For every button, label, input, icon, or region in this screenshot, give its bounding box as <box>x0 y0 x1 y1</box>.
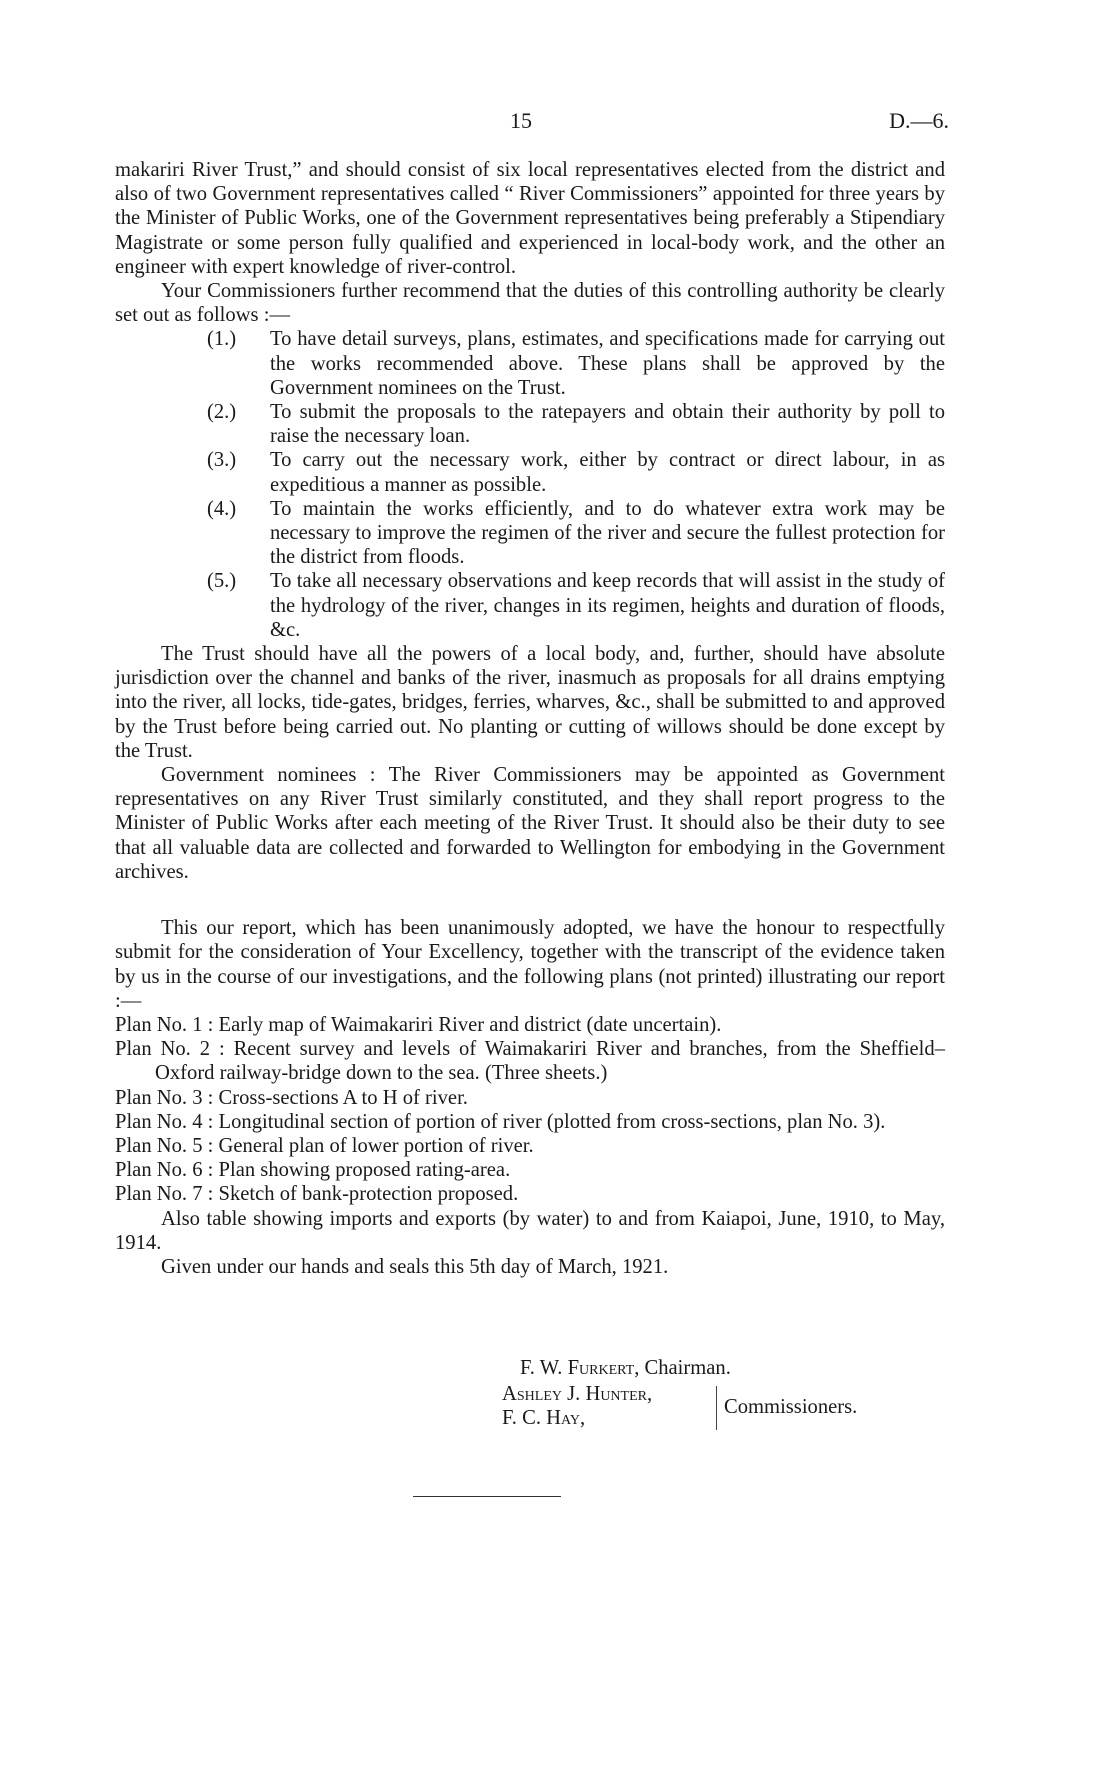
plan-item: Plan No. 4 : Longitudinal section of portion of river (plotted from cross-sections, plan No. 3). <box>115 1110 886 1133</box>
duty-item <box>115 448 945 496</box>
duty-item <box>115 569 945 642</box>
document-reference: D.—6. <box>889 108 949 133</box>
duty-item <box>115 400 945 448</box>
plan-item: Plan No. 2 : Recent survey and levels of Waimakariri River and branches, from the Sheffield–Oxford railway-bridge down to the sea. (Three sheets.) <box>115 1038 945 1085</box>
plan-item: Plan No. 7 : Sketch of bank-protection proposed. <box>115 1183 519 1206</box>
commissioner-signature: F. C. Hay, <box>502 1407 586 1429</box>
chairman-name: F. W. Furkert <box>520 1357 635 1379</box>
brace-divider <box>716 1386 723 1430</box>
commissioner-signature: Ashley J. Hunter, <box>502 1383 653 1405</box>
plan-item: Plan No. 3 : Cross-sections A to H of river. <box>115 1086 468 1109</box>
duty-text: To maintain the works efficiently, and to do whatever extra work may be necessary to improve the regimen of the river and secure the fullest protection for the district from floods. <box>270 497 945 569</box>
duty-text: To have detail surveys, plans, estimates, and specifications made for carrying out the works recommended above. These plans shall be approved by the Government nominees on the Trust. <box>270 328 945 399</box>
paragraph-government-nominees: Government nominees : The River Commissioners may be appointed as Government representatives on any River Trust similarly constituted, and they shall report progress to the Minister of Public Works after each meeting of the River Trust. It should also be their duty to see that all valuable data are collected and forwarded to Wellington for embodying in the Government archives. <box>115 764 945 883</box>
paragraph-given-under-hands: Given under our hands and seals this 5th day of March, 1921. <box>161 1255 669 1278</box>
page-number: 15 <box>510 108 532 133</box>
duty-text: To submit the proposals to the ratepayers and obtain their authority by poll to raise the necessary loan. <box>270 401 945 448</box>
paragraph-duties-intro: Your Commissioners further recommend that the duties of this controlling authority be clearly set out as follows :— <box>115 280 945 327</box>
duties-list <box>115 327 945 642</box>
plans-list <box>115 1013 945 1207</box>
duty-number: (4.) <box>207 497 237 520</box>
plan-item: Plan No. 5 : General plan of lower portion of river. <box>115 1134 534 1157</box>
plan-item: Plan No. 1 : Early map of Waimakariri River and district (date uncertain). <box>115 1013 722 1036</box>
duty-text: To take all necessary observations and keep records that will assist in the study of the hydrology of the river, changes in its regimen, heights and duration of floods, &c. <box>270 570 945 641</box>
commissioners-signatures <box>502 1382 858 1430</box>
paragraph-report-submission: This our report, which has been unanimously adopted, we have the honour to respectfully submit for the consideration of Your Excellency, together with the transcript of the evidence taken by us in the course of our investigations, and the following plans (not printed) illustrating our report :— <box>115 917 945 1012</box>
commissioners-label: Commissioners. <box>724 1396 858 1418</box>
page-header <box>0 108 1114 138</box>
duty-number: (1.) <box>207 328 237 351</box>
duty-item <box>115 327 945 400</box>
duty-item <box>115 497 945 570</box>
paragraph-imports-exports: Also table showing imports and exports (by water) to and from Kaiapoi, June, 1910, to May, 1914. <box>115 1207 945 1254</box>
chairman-title: , Chairman. <box>634 1357 731 1379</box>
duty-number: (5.) <box>207 570 237 593</box>
paragraph-trust-powers: The Trust should have all the powers of a local body, and, further, should have absolute jurisdiction over the channel and banks of the river, inasmuch as proposals for all drains emptying into the river, all locks, tide-gates, bridges, ferries, wharves, &c., shall be submitted to and approved by the Trust before being carried out. No planting or cutting of willows should be done except by the Trust. <box>115 643 945 762</box>
chairman-signature <box>520 1356 731 1380</box>
paragraph-trust-composition: makariri River Trust,” and should consist of six local representatives elected from the district and also of two Government representatives called “ River Commissioners” appointed for three years by the Minister of Public Works, one of the Government representatives being preferably a Stipendiary Magistrate or some person fully qualified and experienced in local-body work, and the other an engineer with expert knowledge of river-control. <box>115 159 945 278</box>
report-body <box>115 158 945 1279</box>
duty-number: (2.) <box>207 401 237 424</box>
duty-number: (3.) <box>207 449 237 472</box>
closing-rule <box>413 1496 561 1497</box>
duty-text: To carry out the necessary work, either by contract or direct labour, in as expeditious a manner as possible. <box>270 449 945 496</box>
plan-item: Plan No. 6 : Plan showing proposed rating-area. <box>115 1159 511 1182</box>
paragraph-gap <box>115 884 945 916</box>
